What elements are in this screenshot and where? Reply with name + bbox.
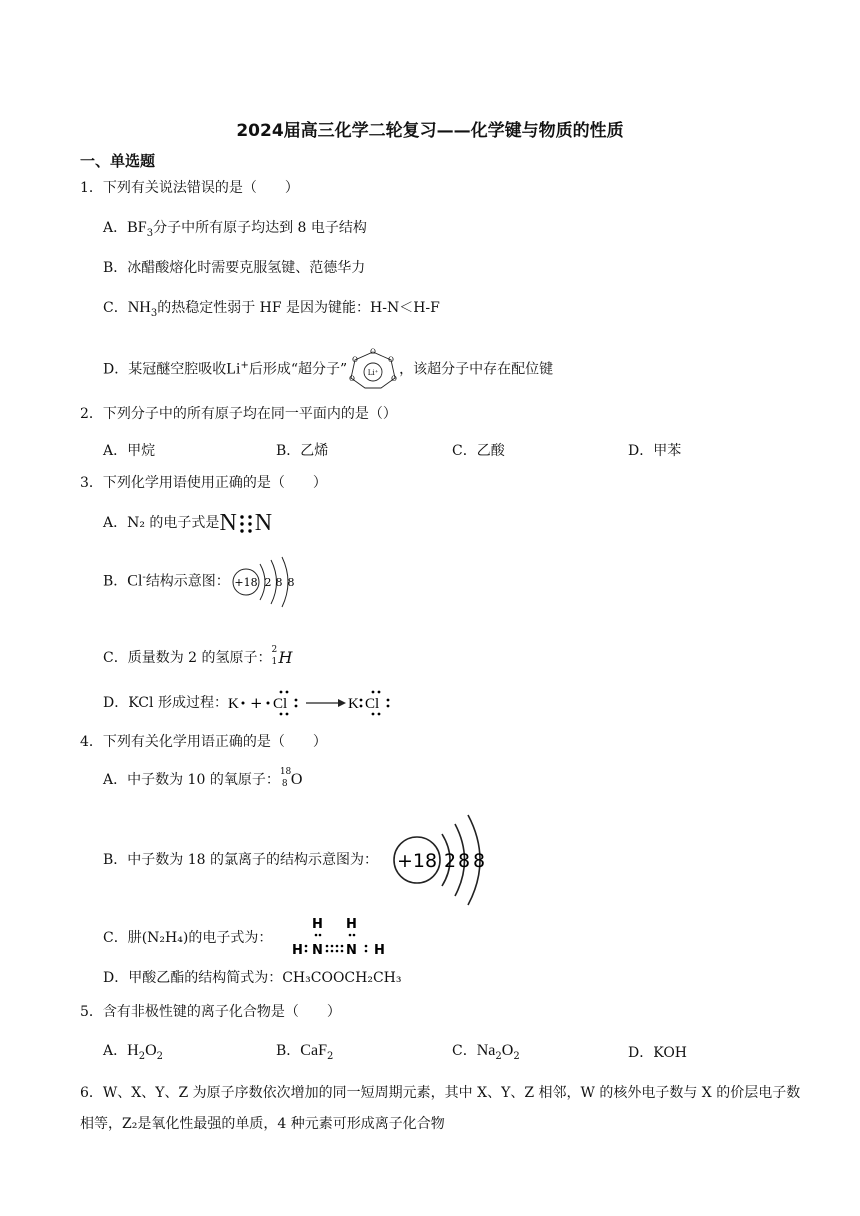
question-5-stem: 5．含有非极性键的离子化合物是（ ） bbox=[80, 1004, 341, 1020]
svg-text:O: O bbox=[352, 355, 359, 364]
svg-text:8: 8 bbox=[472, 850, 486, 872]
section-heading: 一、单选题 bbox=[80, 152, 156, 170]
svg-text:8: 8 bbox=[275, 575, 283, 589]
question-4-stem: 4．下列有关化学用语正确的是（ ） bbox=[80, 734, 327, 750]
question-3-option-b: B．Cl-结构示意图： +18 2 8 8 bbox=[103, 552, 304, 604]
svg-text:+: + bbox=[249, 694, 263, 712]
svg-text:O: O bbox=[370, 347, 377, 356]
question-1-option-c: C．$NH_3$的热稳定性弱于 HF 是因为键能：H-N＜H-F bbox=[103, 299, 440, 319]
crown-center-label: Li⁺ bbox=[367, 368, 379, 377]
question-3-stem: 3．下列化学用语使用正确的是（ ） bbox=[80, 475, 327, 491]
svg-text:+18: +18 bbox=[234, 575, 258, 589]
question-4-option-a: A．中子数为 10 的氧原子： 18 8 O bbox=[103, 767, 303, 789]
question-1-option-b: B．冰醋酸熔化时需要克服氢键、范德华力 bbox=[103, 260, 366, 276]
n2-electron-formula: N N bbox=[219, 510, 273, 536]
svg-text:8: 8 bbox=[287, 575, 295, 589]
question-2-option-b: B．乙烯 bbox=[276, 443, 329, 459]
svg-text:O: O bbox=[349, 374, 356, 383]
svg-text:+18: +18 bbox=[396, 850, 438, 872]
question-4-option-b: B．中子数为 18 的氯离子的结构示意图为： +18 2 8 8 bbox=[103, 812, 496, 908]
question-5-option-a: A．$H_2O_2$ bbox=[103, 1042, 163, 1062]
svg-text:H: H bbox=[346, 917, 358, 932]
svg-text:K: K bbox=[347, 696, 359, 712]
svg-text:Cl: Cl bbox=[272, 696, 288, 712]
svg-text:O: O bbox=[391, 374, 398, 383]
svg-text:N: N bbox=[312, 943, 324, 958]
question-3-option-a: A．N₂ 的电子式是N N bbox=[103, 510, 273, 536]
svg-text:H: H bbox=[292, 943, 304, 958]
question-1-option-a: A．$BF_3$分子中所有原子均达到 8 电子结构 bbox=[103, 219, 367, 239]
crown-ether-diagram bbox=[347, 348, 399, 392]
question-2-option-a: A．甲烷 bbox=[103, 443, 156, 459]
question-5-option-d: D．KOH bbox=[628, 1045, 688, 1061]
svg-text:H: H bbox=[312, 917, 324, 932]
question-2-option-c: C．乙酸 bbox=[452, 443, 505, 459]
question-2-option-d: D．甲苯 bbox=[628, 443, 682, 459]
page-title: 2024届高三化学二轮复习——化学键与物质的性质 bbox=[236, 121, 624, 141]
svg-text:K: K bbox=[227, 696, 239, 712]
cl-ion-structure-diagram-small bbox=[230, 556, 304, 608]
svg-text:2: 2 bbox=[443, 850, 457, 872]
deuterium-symbol: 2 1 H bbox=[271, 645, 293, 667]
kcl-formation-diagram bbox=[228, 688, 400, 718]
question-3-option-c: C．质量数为 2 的氢原子： 2 1 H bbox=[103, 645, 293, 667]
question-6-stem: 6．W、X、Y、Z 为原子序数依次增加的同一短周期元素，其中 X、Y、Z 相邻，W 的核外电子数与 X 的价层电子数相等，Z₂是氧化性最强的单质，4 种元素可形成离子化合物 bbox=[80, 1085, 801, 1132]
svg-text:N: N bbox=[346, 943, 358, 958]
svg-text:2: 2 bbox=[264, 575, 272, 589]
question-5-option-b: B．CaF$_2$ bbox=[276, 1042, 334, 1062]
question-4-option-c: C．肼(N₂H₄)的电子式为： H H H N N H bbox=[103, 917, 386, 958]
question-4-option-d: D．甲酸乙酯的结构简式为：CH₃COOCH₂CH₃ bbox=[103, 970, 402, 986]
svg-text:8: 8 bbox=[457, 850, 471, 872]
question-1-stem: 1．下列有关说法错误的是（ ） bbox=[80, 180, 299, 196]
svg-text:O: O bbox=[388, 355, 395, 364]
question-1-option-d: D．某冠醚空腔吸收Li+后形成“超分子” Li⁺ O O O O O ，该超分子中存在配位键 bbox=[103, 346, 553, 386]
question-2-stem: 2．下列分子中的所有原子均在同一平面内的是（） bbox=[80, 406, 397, 422]
oxygen-18-symbol: 18 8 O bbox=[279, 767, 303, 789]
svg-text:Cl: Cl bbox=[364, 696, 380, 712]
question-5-option-c: C．$Na_2O_2$ bbox=[452, 1042, 520, 1062]
cl-ion-structure-diagram-large bbox=[392, 812, 496, 908]
svg-text:H: H bbox=[374, 943, 386, 958]
question-3-option-d: D．KCl 形成过程： K + Cl K Cl bbox=[103, 688, 400, 718]
hydrazine-electron-formula bbox=[290, 916, 386, 960]
